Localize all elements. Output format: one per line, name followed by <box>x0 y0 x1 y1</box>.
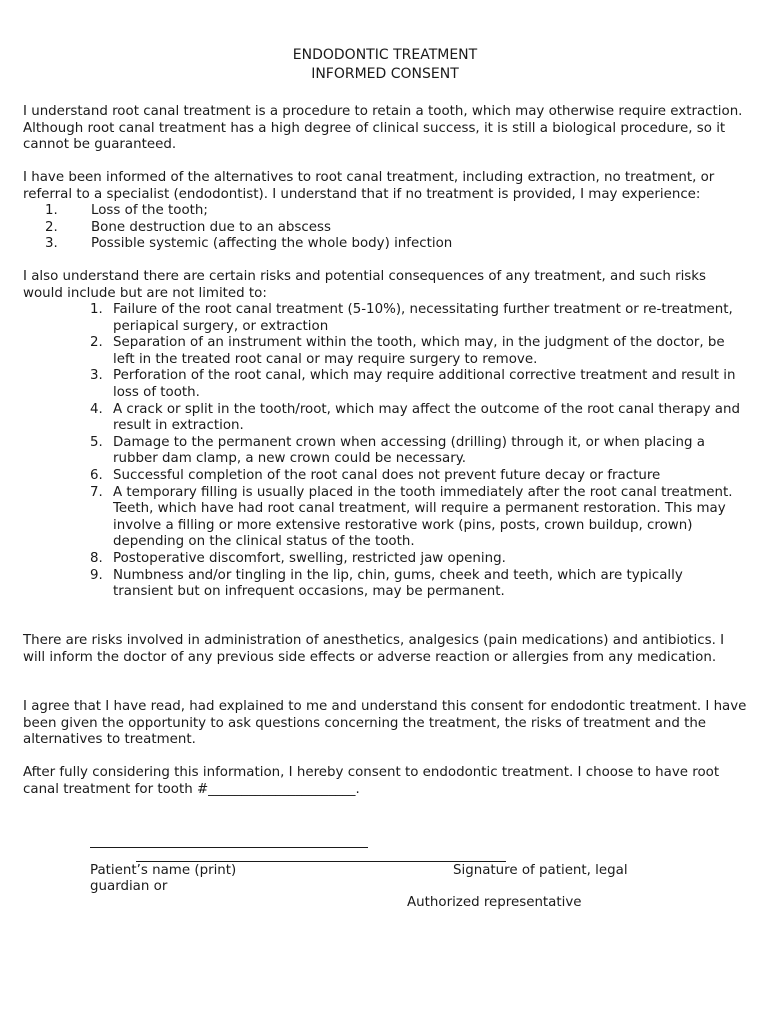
list-item-number: 5. <box>90 434 103 450</box>
list-item <box>90 368 740 401</box>
list-item <box>90 568 740 601</box>
patient-name-label: Patient’s name (print) <box>90 863 237 878</box>
list-item-number: 6. <box>90 467 103 483</box>
agreement-paragraph: I agree that I have read, had explained to me and understand this consent for endodontic treatment. I have been given the opportunity to ask questions concerning the treatment, the risks of treatment and the alternatives to treatment. <box>23 699 747 748</box>
intro-paragraph: I understand root canal treatment is a procedure to retain a tooth, which may otherwise require extraction. Although root canal treatment has a high degree of clinical success, it is still a biological procedure, so it cannot be guaranteed. <box>23 104 743 153</box>
list-item <box>90 468 740 485</box>
list-item-number: 2. <box>90 335 103 351</box>
authorized-representative-label: Authorized representative <box>407 895 582 910</box>
list-item <box>23 236 748 253</box>
list-item-text: A temporary filling is usually placed in the tooth immediately after the root canal treatment. Teeth, which have had root canal treatment, will require a permanent restoration. This may involve a filling or more extensive restorative work (pins, posts, crown buildup, crown) depending on the clinical status of the tooth. <box>113 484 733 550</box>
list-item-number: 2. <box>45 219 58 235</box>
list-item <box>90 402 740 435</box>
list-item <box>23 220 748 237</box>
list-item-text: A crack or split in the tooth/root, which may affect the outcome of the root canal therapy and result in extraction. <box>113 401 740 434</box>
risks-intro-paragraph: I also understand there are certain risks and potential consequences of any treatment, and such risks would include but are not limited to: <box>23 269 707 301</box>
list-item-number: 8. <box>90 550 103 566</box>
list-item-text: Separation of an instrument within the tooth, which may, in the judgment of the doctor, be left in the treated root canal or may require surgery to remove. <box>113 335 725 367</box>
list-item <box>90 485 740 551</box>
patient-name-line[interactable] <box>90 847 368 848</box>
list-item-text: Successful completion of the root canal does not prevent future decay or fracture <box>113 467 661 483</box>
list-item <box>23 203 748 220</box>
guardian-label: guardian or <box>90 879 168 894</box>
list-item-number: 3. <box>90 368 103 384</box>
list-item-text: Numbness and/or tingling in the lip, chin, gums, cheek and teeth, which are typically transient but on infrequent occasions, may be permanent. <box>113 567 683 600</box>
signature-line[interactable] <box>136 861 506 862</box>
list-item <box>90 335 740 368</box>
list-item-number: 7. <box>90 484 103 500</box>
document-title-line1: ENDODONTIC TREATMENT <box>292 47 478 63</box>
list-item-number: 1. <box>90 302 103 317</box>
list-item <box>90 551 740 568</box>
list-item-number: 3. <box>45 236 58 252</box>
signature-label: Signature of patient, legal <box>453 863 628 878</box>
list-item-number: 9. <box>90 567 103 583</box>
list-item-text: Perforation of the root canal, which may require additional corrective treatment and result in loss of tooth. <box>113 368 736 400</box>
list-item-text: Postoperative discomfort, swelling, restricted jaw opening. <box>113 550 506 566</box>
list-item-text: Loss of the tooth; <box>91 203 208 218</box>
list-item-text: Damage to the permanent crown when accessing (drilling) through it, or when placing a rubber dam clamp, a new crown could be necessary. <box>113 434 705 467</box>
list-item-text: Bone destruction due to an abscess <box>91 219 331 235</box>
risks-list <box>90 302 740 601</box>
list-item-text: Possible systemic (affecting the whole body) infection <box>91 236 453 252</box>
list-item-number: 4. <box>90 401 103 417</box>
document-title-line2: INFORMED CONSENT <box>311 66 459 82</box>
anesthetics-paragraph: There are risks involved in administration of anesthetics, analgesics (pain medications) and antibiotics. I will inform the doctor of any previous side effects or adverse reaction or allergies from any medication. <box>23 633 725 665</box>
consent-paragraph: After fully considering this information, I hereby consent to endodontic treatment. I choose to have root canal treatment for tooth #______________________. <box>23 765 720 797</box>
list-item-number: 1. <box>45 203 58 218</box>
no-treatment-list <box>23 203 748 253</box>
list-item-text: Failure of the root canal treatment (5-10%), necessitating further treatment or re-treatment, periapical surgery, or extraction <box>113 302 733 334</box>
alternatives-paragraph: I have been informed of the alternatives to root canal treatment, including extraction, no treatment, or referral to a specialist (endodontist). I understand that if no treatment is provided, I may experience: <box>23 170 715 202</box>
list-item <box>90 302 740 335</box>
list-item <box>90 435 740 468</box>
